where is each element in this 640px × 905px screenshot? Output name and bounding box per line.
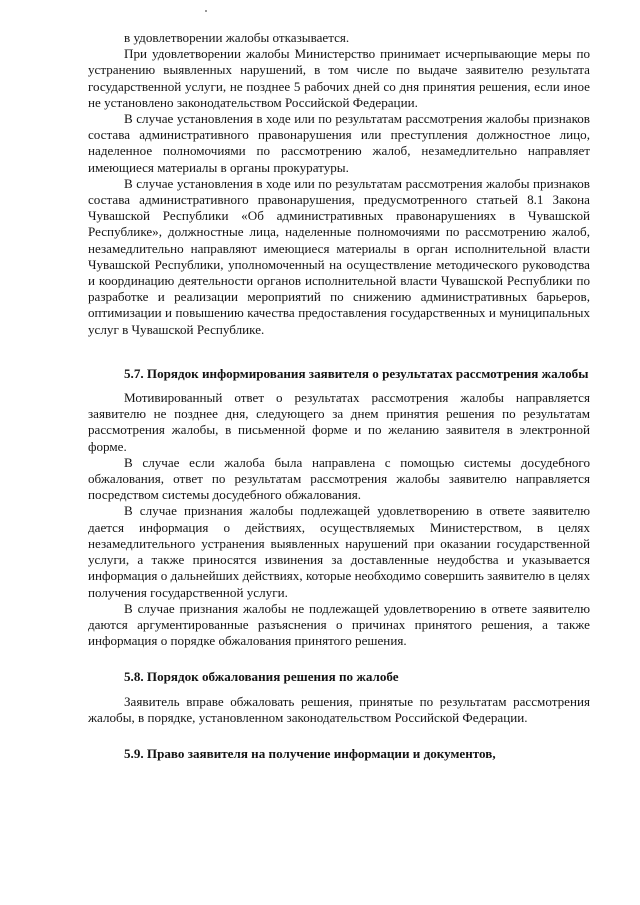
section-heading: 5.8. Порядок обжалования решения по жалобе	[124, 669, 399, 685]
paragraph: В случае установления в ходе или по результатам рассмотрения жалобы признаков состава административного правонарушения или преступления должностное лицо, наделенное полномочиями по рассмотрению жалоб, незамедлительно направляет имеющиеся материалы в органы прокуратуры.	[88, 111, 590, 175]
section-heading: 5.7. Порядок информирования заявителя о результатах рассмотрения жалобы	[124, 365, 589, 381]
scan-speck	[205, 10, 207, 12]
section-heading: 5.9. Право заявителя на получение информации и документов,	[124, 745, 496, 761]
paragraph: В случае если жалоба была направлена с помощью системы досудебного обжалования, ответ по результатам рассмотрения жалобы заявителю направляется посредством системы досудебного обжалования.	[88, 454, 590, 503]
paragraph: В случае признания жалобы не подлежащей удовлетворению в ответе заявителю даются аргументированные разъяснения о причинах принятого решения, а также информация о порядке обжалования принятого решения.	[88, 600, 590, 649]
paragraph: При удовлетворении жалобы Министерство принимает исчерпывающие меры по устранению выявленных нарушений, в том числе по выдаче заявителю результата государственной услуги, не позднее 5 рабочих дней со дня принятия решения, если иное не установлено законодательством Российской Федерации.	[88, 46, 590, 110]
paragraph: В случае признания жалобы подлежащей удовлетворению в ответе заявителю дается информация о действиях, осуществляемых Министерством, в целях незамедлительного устранения выявленных нарушений при оказании государственной услуги, а также приносятся извинения за доставленные неудобства и указывается информация о дальнейших действиях, которые необходимо совершить заявителю в целях получения государственной услуги.	[88, 503, 590, 600]
document-page	[88, 30, 590, 762]
paragraph: Мотивированный ответ о результатах рассмотрения жалобы направляется заявителю не позднее дня, следующего за днем принятия решения по результатам рассмотрения жалобы, в письменной форме и по желанию заявителя в электронной форме.	[88, 390, 590, 454]
paragraph: в удовлетворении жалобы отказывается.	[124, 30, 350, 45]
paragraph: Заявитель вправе обжаловать решения, принятые по результатам рассмотрения жалобы, в порядке, установленном законодательством Российской Федерации.	[88, 693, 590, 725]
paragraph: В случае установления в ходе или по результатам рассмотрения жалобы признаков состава административного правонарушения, предусмотренного статьей 8.1 Закона Чувашской Республики «Об административных правонарушениях в Чувашской Республике», должностные лица, наделенные полномочиями по рассмотрению жалоб, незамедлительно направляют имеющиеся материалы в орган исполнительной власти Чувашской Республики, уполномоченный на осуществление методического руководства и координацию деятельности органов исполнительной власти Чувашской Республики по разработке и реализации мероприятий по снижению административных барьеров, оптимизации и повышению качества предоставления государственных и муниципальных услуг в Чувашской Республике.	[88, 175, 590, 337]
